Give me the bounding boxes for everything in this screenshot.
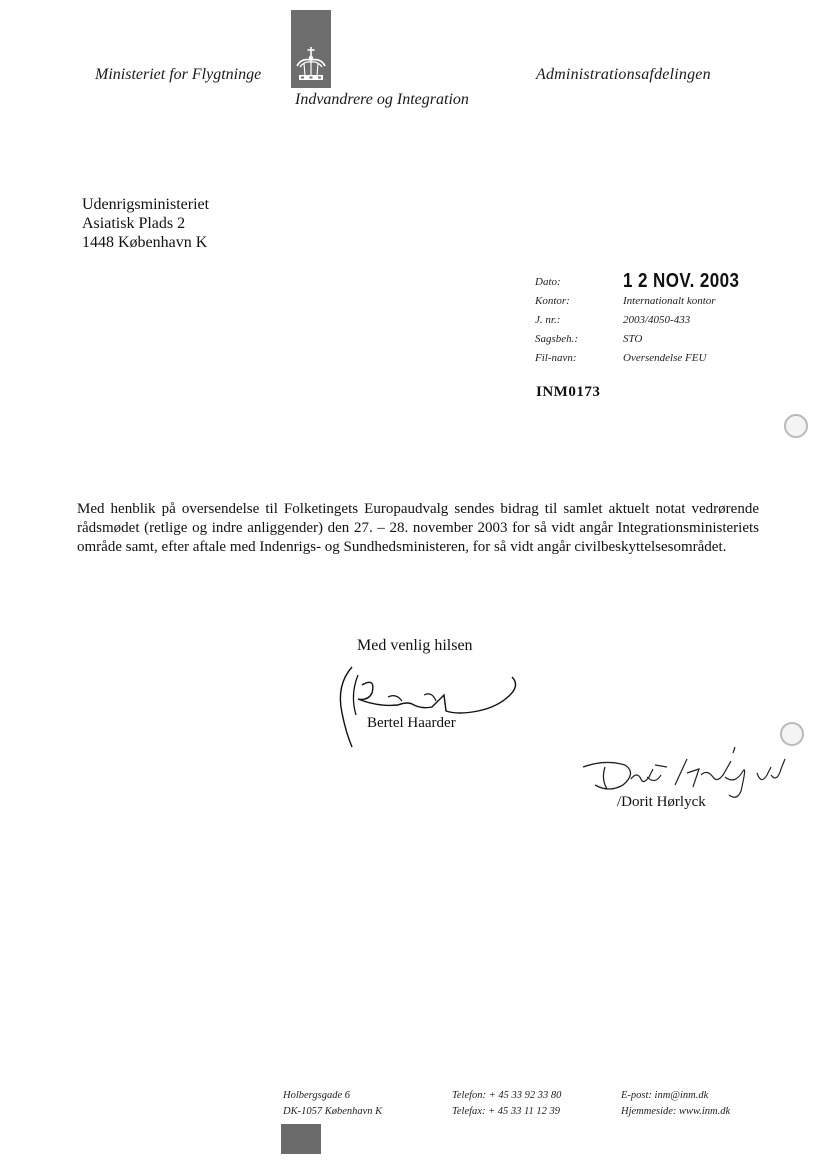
recipient-line-1: Udenrigsministeriet <box>82 196 210 213</box>
ministry-subname: Indvandrere og Integration <box>295 91 469 108</box>
footer-fax: Telefax: + 45 33 11 12 39 <box>452 1106 560 1117</box>
journal-value: 2003/4050-433 <box>623 314 691 326</box>
case-handler-label: Sagsbeh.: <box>535 333 579 345</box>
filename-label: Fil-navn: <box>535 352 577 364</box>
ministry-name: Ministeriet for Flygtninge <box>95 66 262 83</box>
punch-hole-mark <box>780 722 804 746</box>
royal-crown-icon <box>291 10 331 88</box>
footer-phone: Telefon: + 45 33 92 33 80 <box>452 1090 562 1101</box>
footer-address <box>283 1088 382 1120</box>
footer-logo-block <box>281 1124 321 1154</box>
punch-hole-mark <box>784 414 808 438</box>
case-handler-value: STO <box>623 333 643 345</box>
footer-city: DK-1057 København K <box>283 1106 383 1117</box>
recipient-address <box>82 195 209 252</box>
journal-label: J. nr.: <box>535 314 561 326</box>
signer-name-2: /Dorit Hørlyck <box>617 794 706 810</box>
closing-greeting: Med venlig hilsen <box>357 637 473 654</box>
filename-value: Oversendelse FEU <box>623 352 707 364</box>
crest-emblem <box>291 10 331 88</box>
date-label: Dato: <box>535 276 561 288</box>
footer-phone-block <box>452 1088 561 1120</box>
reference-code: INM0173 <box>536 384 601 400</box>
footer-website: Hjemmeside: www.inm.dk <box>621 1106 731 1117</box>
footer-email: E-post: inm@inm.dk <box>621 1090 709 1101</box>
office-label: Kontor: <box>535 295 570 307</box>
date-stamp: 1 2 NOV. 2003 <box>623 270 740 292</box>
signer-name-1: Bertel Haarder <box>367 715 456 731</box>
recipient-line-2: Asiatisk Plads 2 <box>82 215 186 232</box>
signature-bertel-haarder <box>328 655 528 750</box>
department-name: Administrationsafdelingen <box>536 66 711 83</box>
office-value: Internationalt kontor <box>623 295 716 307</box>
letter-body: Med henblik på oversendelse til Folketingets Europaudvalg sendes bidrag til samlet aktuelt notat vedrørende rådsmødet (retlige og indre anliggender) den 27. – 28. november 2003 for så vidt angår Integrationsministeriets område samt, efter aftale med Indenrigs- og Sundhedsministeren, for så vidt angår civilbeskyttelsesområdet. <box>77 501 759 555</box>
recipient-line-3: 1448 København K <box>82 234 208 251</box>
footer-contact-block <box>621 1088 730 1120</box>
footer-street: Holbergsgade 6 <box>283 1090 350 1101</box>
